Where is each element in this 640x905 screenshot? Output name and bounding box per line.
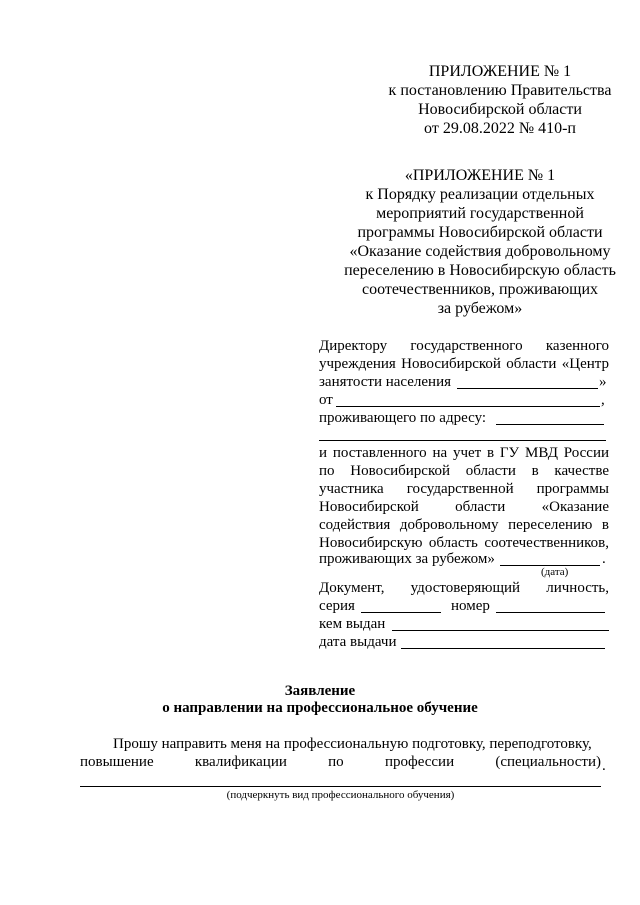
statement-paragraph-text: повышение квалификации по профессии (специальности) [80, 754, 601, 770]
issue-date-field[interactable] [401, 648, 605, 649]
registered-line: Новосибирскую область соотечественников, [319, 535, 609, 551]
appendix-order-line: соотечественников, проживающих [361, 281, 599, 298]
appendix-order-line: к Порядку реализации отдельных [365, 186, 595, 203]
registered-paragraph [319, 445, 609, 553]
issue-date-label: дата выдачи [319, 634, 397, 650]
series-label: серия [319, 598, 355, 614]
number-label: номер [451, 598, 490, 614]
address-extra-field[interactable] [319, 440, 606, 441]
abroad-label: проживающих за рубежом» [319, 551, 495, 567]
registered-line: по Новосибирской области в качестве [319, 463, 609, 479]
from-end: , [601, 392, 605, 408]
registered-line: и поставленного на учет в ГУ МВД России [319, 445, 609, 461]
statement-title: Заявление [284, 683, 356, 699]
residing-field[interactable] [496, 424, 604, 425]
appendix-order-line: переселению в Новосибирскую область [344, 262, 616, 279]
date-hint: (дата) [541, 566, 569, 578]
statement-paragraph-end: . [602, 758, 606, 774]
series-field[interactable] [361, 612, 441, 613]
id-document-label: Документ, удостоверяющий личность, [319, 580, 609, 596]
appendix-order-line: программы Новосибирской области [357, 224, 603, 241]
id-document-line [319, 580, 609, 598]
employment-center-line [319, 374, 451, 391]
employment-center-label: занятости населения [319, 374, 452, 390]
appendix-order-header [340, 166, 620, 318]
addressee-line: Директору государственного казенного [319, 338, 609, 354]
abroad-end: . [602, 551, 606, 567]
profession-field[interactable] [80, 786, 601, 787]
appendix-order-line: за рубежом» [437, 300, 523, 317]
appendix-order-title: «ПРИЛОЖЕНИЕ № 1 [404, 167, 556, 184]
from-label: от [319, 392, 333, 408]
appendix-line: к постановлению Правительства [388, 82, 612, 99]
appendix-order-line: «Оказание содействия добровольному [349, 243, 611, 260]
issued-by-field[interactable] [392, 630, 609, 631]
registered-line: содействия добровольному переселению в [319, 517, 609, 533]
statement-paragraph-line1: Прошу направить меня на профессиональную подготовку, переподготовку, [113, 736, 592, 752]
appendix-line: Новосибирской области [418, 101, 582, 118]
residing-label: проживающего по адресу: [319, 410, 487, 426]
appendix-header [380, 62, 620, 138]
appendix-title: ПРИЛОЖЕНИЕ № 1 [428, 63, 572, 80]
registered-line: Новосибирской области «Оказание [319, 499, 609, 515]
employment-center-end: » [599, 374, 607, 390]
number-field[interactable] [496, 612, 605, 613]
registered-line: участника государственной программы [319, 481, 609, 497]
appendix-line: от 29.08.2022 № 410-п [424, 120, 576, 137]
from-field[interactable] [336, 406, 600, 407]
statement-subtitle: о направлении на профессиональное обучение [162, 700, 478, 716]
employment-center-field[interactable] [457, 388, 598, 389]
addressee-line: учреждения Новосибирской области «Центр [319, 356, 609, 372]
appendix-order-line: мероприятий государственной [376, 205, 584, 222]
addressee-block [319, 338, 609, 374]
statement-paragraph-line2 [80, 754, 601, 772]
issued-by-label: кем выдан [319, 616, 386, 632]
training-type-hint: (подчеркнуть вид профессионального обучения) [226, 789, 455, 801]
